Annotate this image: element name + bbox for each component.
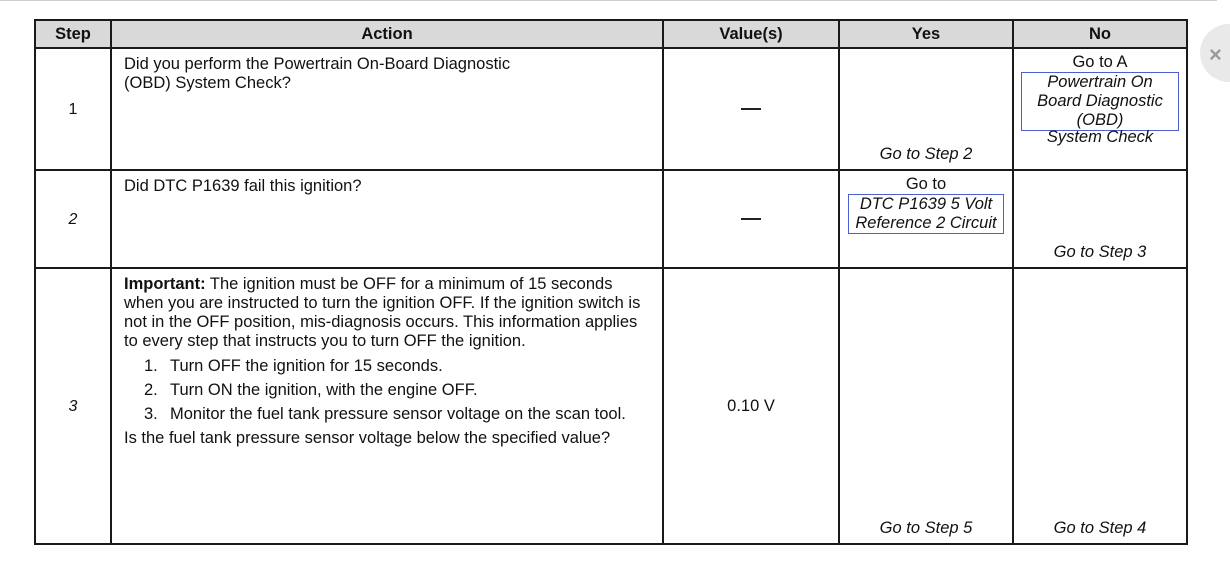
no-cell xyxy=(1013,170,1187,268)
yes-link[interactable]: Go to Step 5 xyxy=(879,519,973,537)
no-link-obd-check[interactable]: Powertrain On Board Diagnostic (OBD) xyxy=(1021,72,1179,131)
list-text: Turn ON the ignition, with the engine OFF. xyxy=(170,381,478,399)
table-row xyxy=(35,170,1187,268)
list-number: 3. xyxy=(144,405,158,423)
header-row xyxy=(35,20,1187,48)
action-question: Did DTC P1639 fail this ignition? xyxy=(124,177,362,195)
important-text: The ignition must be OFF for a minimum of 15 seconds when you are instructed to turn the ignition OFF. If the ignition switch is not in the OFF position, mis-diagnosis occurs. This information applies to every step that instructs you to turn OFF the ignition. xyxy=(124,275,641,350)
no-cell xyxy=(1013,268,1187,544)
no-cell xyxy=(1013,48,1187,170)
value-cell xyxy=(663,268,839,544)
action-text xyxy=(111,48,663,170)
step-number: 2 xyxy=(35,170,111,268)
list-number: 2. xyxy=(144,381,158,399)
header-value: Value(s) xyxy=(663,20,839,48)
dash-value xyxy=(741,218,761,220)
important-label: Important: xyxy=(124,275,206,293)
header-action: Action xyxy=(111,20,663,48)
action-text xyxy=(111,268,663,544)
yes-link-dtc-p1639[interactable]: DTC P1639 5 Volt Reference 2 Circuit xyxy=(848,194,1004,234)
value-text: 0.10 V xyxy=(727,396,775,415)
list-text: Turn OFF the ignition for 15 seconds. xyxy=(170,357,443,375)
action-text xyxy=(111,170,663,268)
no-link[interactable]: Go to Step 3 xyxy=(1053,243,1147,261)
value-cell xyxy=(663,170,839,268)
no-suffix[interactable]: System Check xyxy=(1046,128,1154,146)
dash-value xyxy=(741,108,761,110)
yes-cell xyxy=(839,170,1013,268)
yes-cell xyxy=(839,268,1013,544)
yes-prefix: Go to xyxy=(905,175,947,193)
step-number: 3 xyxy=(35,268,111,544)
header-no: No xyxy=(1013,20,1187,48)
table-row xyxy=(35,268,1187,544)
list-text: Monitor the fuel tank pressure sensor voltage on the scan tool. xyxy=(170,405,626,423)
top-divider xyxy=(0,0,1217,1)
header-step: Step xyxy=(35,20,111,48)
step-number: 1 xyxy=(35,48,111,170)
list-item xyxy=(124,381,654,400)
action-question: Did you perform the Powertrain On-Board Diagnostic (OBD) System Check? xyxy=(124,55,511,92)
no-prefix: Go to A xyxy=(1072,53,1128,71)
yes-cell xyxy=(839,48,1013,170)
value-cell xyxy=(663,48,839,170)
list-number: 1. xyxy=(144,357,158,375)
diagnostic-table xyxy=(34,19,1188,545)
yes-link[interactable]: Go to Step 2 xyxy=(879,145,973,163)
list-item xyxy=(124,405,654,424)
side-close-button[interactable] xyxy=(1200,24,1230,82)
important-note xyxy=(124,275,654,351)
close-partial-icon: × xyxy=(1209,42,1222,67)
list-item xyxy=(124,357,654,376)
table-row xyxy=(35,48,1187,170)
no-link[interactable]: Go to Step 4 xyxy=(1053,519,1147,537)
header-yes: Yes xyxy=(839,20,1013,48)
action-question: Is the fuel tank pressure sensor voltage below the specified value? xyxy=(124,429,611,447)
procedure-list xyxy=(124,357,654,424)
